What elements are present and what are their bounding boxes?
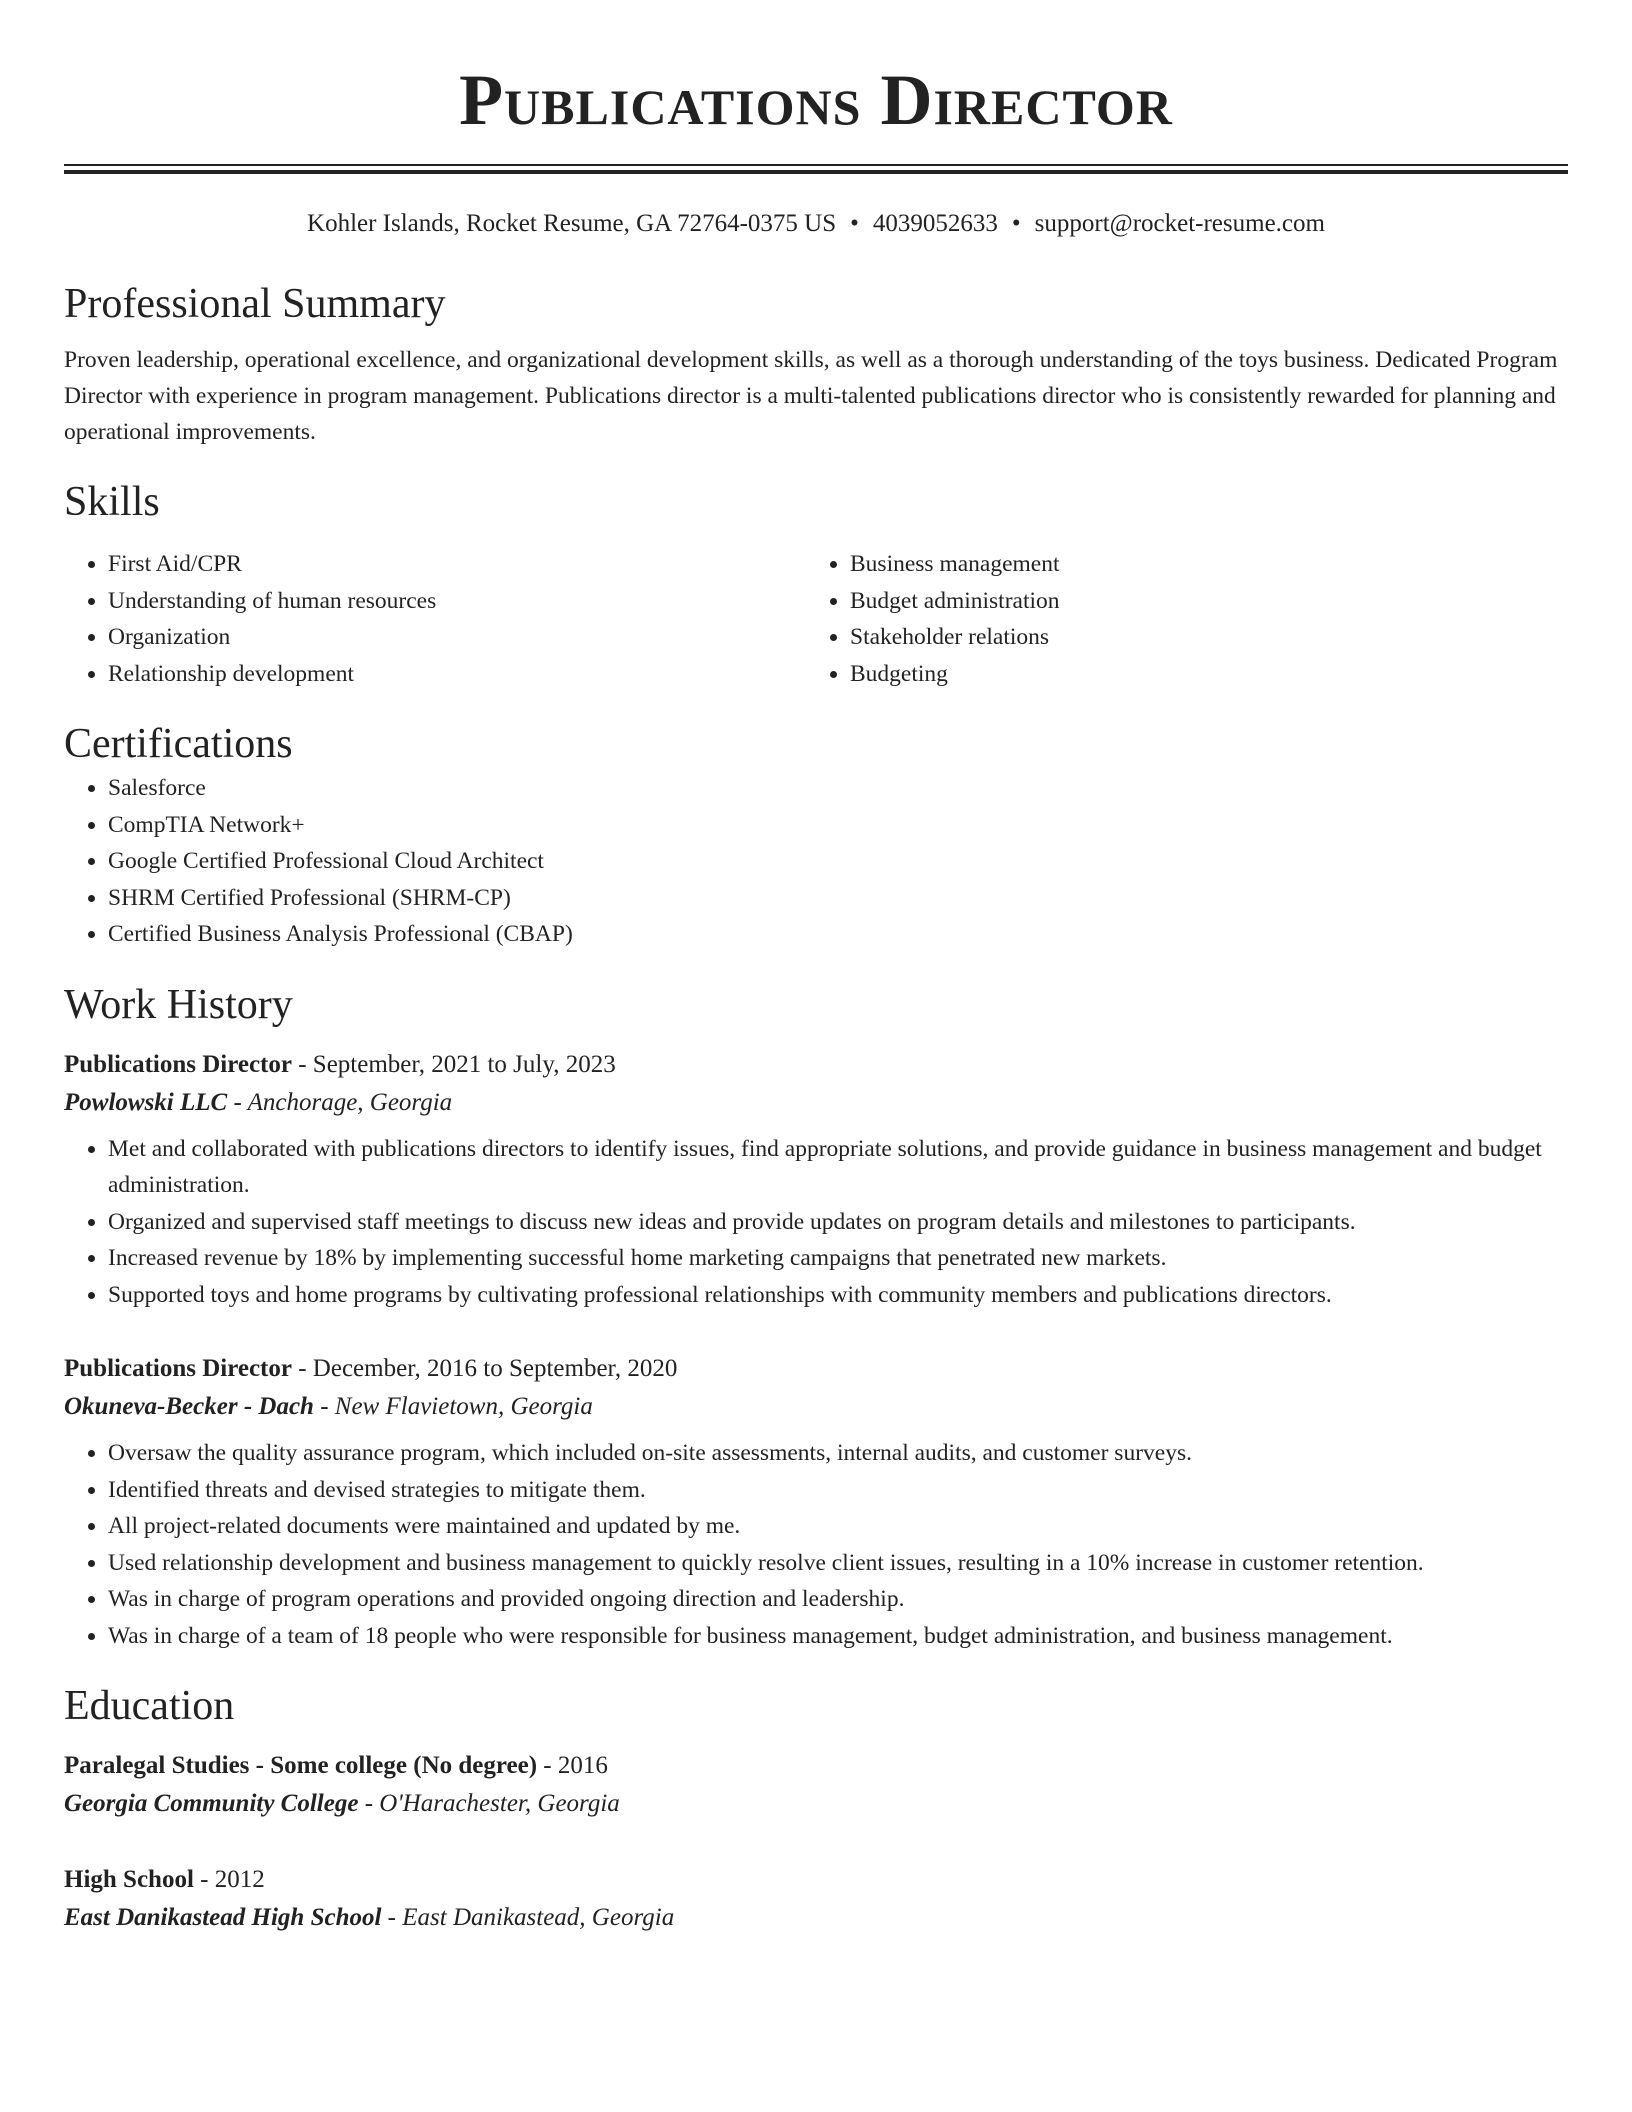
degree-name: High School — [64, 1866, 194, 1893]
contact-line — [64, 208, 1568, 240]
certification-item: • Certified Business Analysis Professional (CBAP) — [108, 916, 1568, 953]
skills-heading: Skills — [64, 479, 160, 525]
job-duty: • Organized and supervised staff meetings to discuss new ideas and provide updates on program details and milestones to participants. — [108, 1204, 1568, 1241]
work-history-heading: Work History — [64, 981, 293, 1028]
education-heading: Education — [64, 1683, 235, 1729]
school-location: - East Danikastead, Georgia — [381, 1904, 675, 1931]
job-title-line — [64, 1351, 1568, 1387]
skill-item: • Understanding of human resources — [108, 583, 806, 620]
certifications-heading: Certifications — [64, 721, 293, 767]
degree-year: - 2012 — [193, 1866, 265, 1893]
job-duty: • Used relationship development and business management to quickly resolve client issues, resulting in a 10% increase in customer retention. — [108, 1545, 1568, 1582]
school-name: East Danikastead High School — [64, 1904, 382, 1931]
skill-item: • Business management — [850, 546, 1548, 583]
contact-phone: 4039052633 — [872, 210, 998, 237]
school-location: - O'Harachester, Georgia — [358, 1790, 620, 1817]
skill-item: • Stakeholder relations — [850, 619, 1548, 656]
company-name: Okuneva-Becker - Dach — [64, 1393, 314, 1420]
company-line — [64, 1083, 1568, 1123]
certifications-list — [64, 770, 1568, 953]
job-dates: - September, 2021 to July, 2023 — [291, 1050, 616, 1078]
job-duties — [64, 1435, 1568, 1654]
job-dates: - December, 2016 to September, 2020 — [291, 1355, 678, 1382]
skill-item: • Organization — [108, 619, 806, 656]
job-duty: • Identified threats and devised strategies to mitigate them. — [108, 1472, 1568, 1509]
job-duty: • All project-related documents were maintained and updated by me. — [108, 1508, 1568, 1545]
skill-item: • Budgeting — [850, 656, 1548, 693]
degree-line — [64, 1862, 1568, 1898]
job-duty: • Was in charge of program operations and provided ongoing direction and leadership. — [108, 1581, 1568, 1618]
job-entry — [64, 1047, 1568, 1314]
skill-item: • Relationship development — [108, 656, 806, 693]
title-divider — [64, 164, 1568, 174]
certification-item: • CompTIA Network+ — [108, 807, 1568, 844]
job-title: Publications Director — [64, 1355, 292, 1382]
job-title: Publications Director — [64, 1050, 292, 1078]
school-line — [64, 1898, 1568, 1938]
school-line — [64, 1784, 1568, 1824]
job-duty: • Supported toys and home programs by cultivating professional relationships with community members and publications directors. — [108, 1277, 1568, 1314]
certification-item: • Google Certified Professional Cloud Architect — [108, 843, 1568, 880]
job-duty: • Met and collaborated with publications directors to identify issues, find appropriate solutions, and provide guidance in business management and budget administration. — [108, 1131, 1568, 1204]
job-duty: • Was in charge of a team of 18 people who were responsible for business management, budget administration, and business management. — [108, 1618, 1568, 1655]
summary-heading: Professional Summary — [64, 281, 446, 327]
company-location: - New Flavietown, Georgia — [313, 1393, 593, 1420]
degree-name: Paralegal Studies - Some college (No degree) — [64, 1752, 538, 1779]
company-name: Powlowski LLC — [64, 1088, 228, 1116]
skills-list — [64, 546, 1568, 692]
skills-column-left — [64, 546, 806, 692]
contact-separator: • — [850, 210, 859, 237]
education-entry — [64, 1748, 1568, 1824]
degree-year: - 2016 — [537, 1752, 608, 1779]
resume-title: Publications Director — [459, 60, 1173, 140]
skills-column-right — [806, 546, 1548, 692]
job-duty: • Oversaw the quality assurance program, which included on-site assessments, internal audits, and customer surveys. — [108, 1435, 1568, 1472]
summary-text: Proven leadership, operational excellence, and organizational development skills, as well as a thorough understanding of the toys business. Dedicated Program Director with experience in program management. Publications director is a multi-talented publications director who is consistently rewarded for planning and operational improvements. — [64, 347, 1558, 445]
contact-email: support@rocket-resume.com — [1034, 210, 1325, 237]
contact-address: Kohler Islands, Rocket Resume, GA 72764-0375 US — [307, 210, 837, 237]
certification-item: • SHRM Certified Professional (SHRM-CP) — [108, 880, 1568, 917]
skill-item: • Budget administration — [850, 583, 1548, 620]
skill-item: • First Aid/CPR — [108, 546, 806, 583]
school-name: Georgia Community College — [64, 1790, 359, 1817]
job-duty: • Increased revenue by 18% by implementing successful home marketing campaigns that penetrated new markets. — [108, 1240, 1568, 1277]
degree-line — [64, 1748, 1568, 1784]
job-entry — [64, 1351, 1568, 1654]
education-entry — [64, 1862, 1568, 1938]
contact-separator: • — [1011, 210, 1021, 237]
company-line — [64, 1387, 1568, 1427]
job-title-line — [64, 1047, 1568, 1083]
job-duties — [64, 1131, 1568, 1314]
company-location: - Anchorage, Georgia — [227, 1088, 453, 1116]
certification-item: • Salesforce — [108, 770, 1568, 807]
